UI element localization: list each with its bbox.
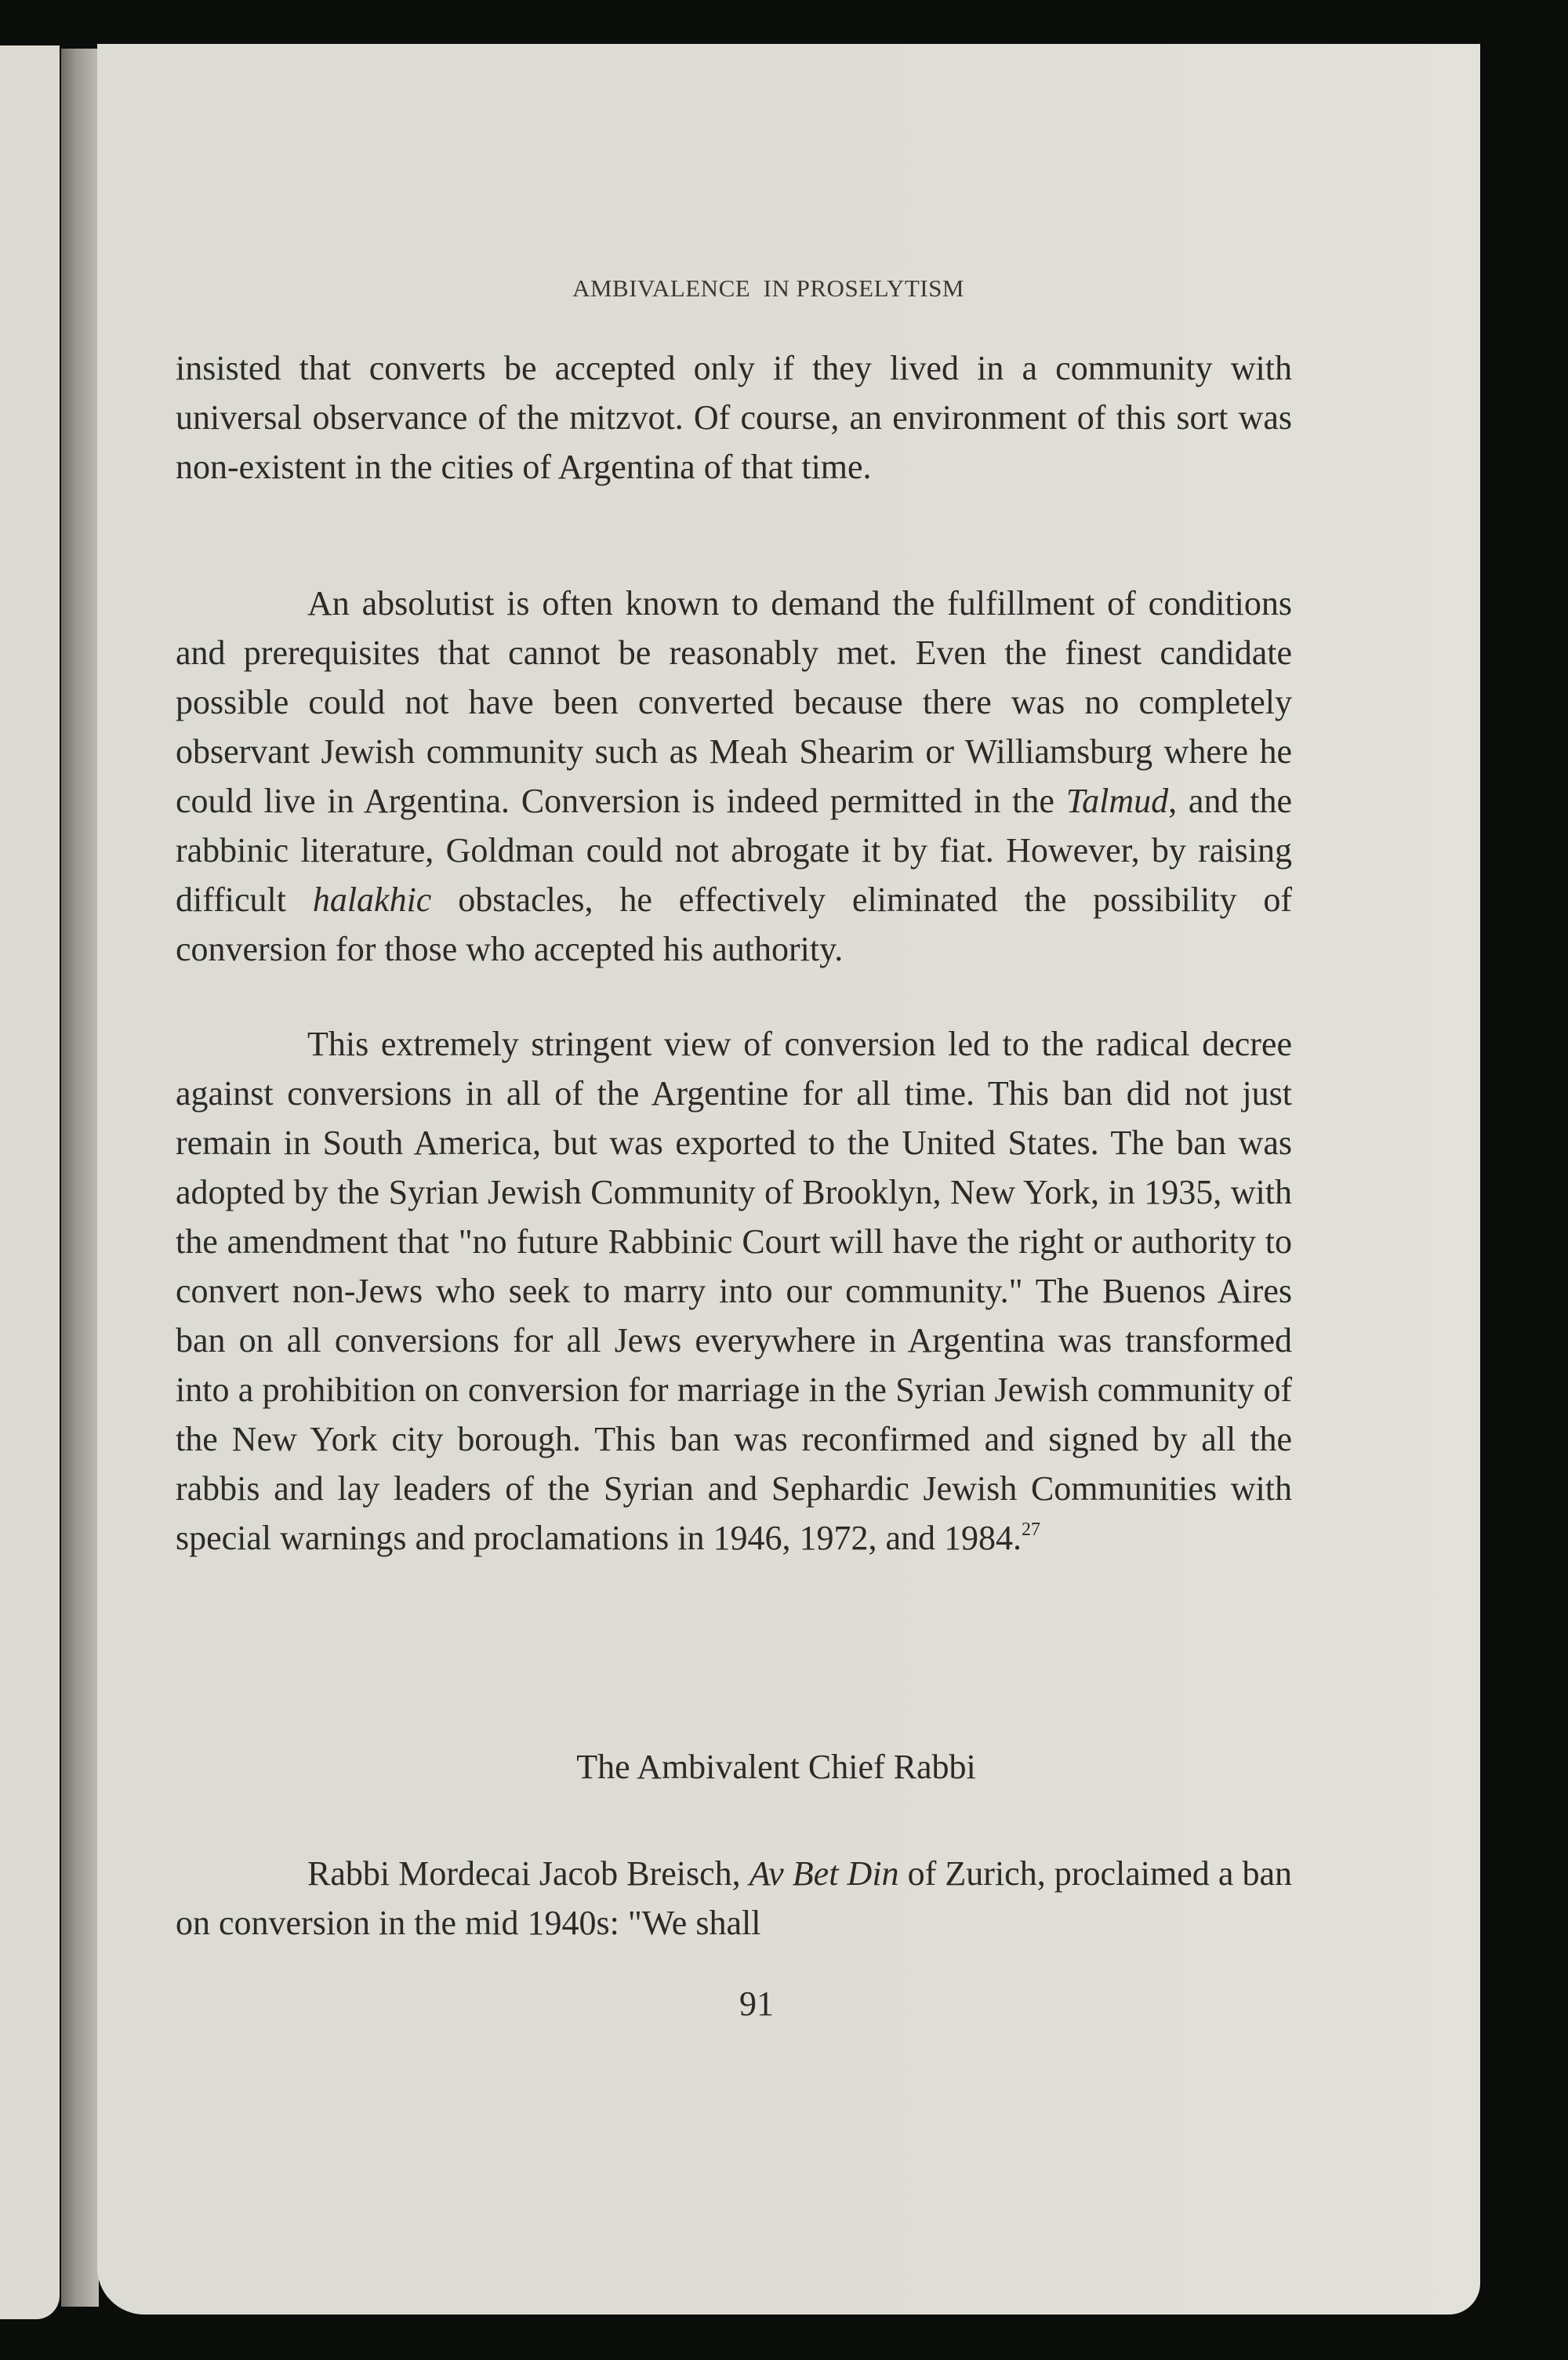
paragraph-2-text: , and the rabbinic literature, Goldman could not abrogate it by fiat. However, by raising difficult [176, 782, 1292, 919]
running-head [0, 274, 1568, 303]
paragraph-4 [176, 1849, 1292, 1948]
paragraph-3 [176, 1019, 1292, 1563]
footnote-marker[interactable]: 27 [1022, 1519, 1041, 1540]
paragraph-3-text: This extremely stringent view of conversion led to the radical decree against conversions in all of the Argentine for all time. This ban did not just remain in South America, but was exported to the United States. The ban was adopted by the Syrian Jewish Community of Brooklyn, New York, in 1935, with the amendment that "no future Rabbinic Court will have the right or authority to convert non-Jews who seek to marry into our community." The Buenos Aires ban on all conversions for all Jews everywhere in Argentina was transformed into a prohibition on conversion for marriage in the Syrian Jewish community of the New York city borough. This ban was reconfirmed and signed by all the rabbis and lay leaders of the Syrian and Sephardic Jewish Communities with special warnings and proclamations in 1946, 1972, and 1984. [176, 1025, 1292, 1557]
section-heading [0, 1747, 1568, 1787]
italic-term-av-bet-din: Av Bet Din [749, 1854, 899, 1893]
page-number-text: 91 [739, 1984, 774, 2023]
facing-page-edge [0, 45, 60, 2319]
paragraph-4-text: Rabbi Mordecai Jacob Breisch, [307, 1854, 750, 1893]
italic-term-talmud: Talmud [1065, 782, 1169, 820]
paragraph-1: insisted that converts be accepted only if they lived in a community with universal observance of the mitzvot. Of course, an environment of this sort was non-existent in the cities of Argentina of that time. [176, 349, 1292, 486]
running-head-text: AMBIVALENCE IN PROSELYTISM [572, 274, 964, 302]
paragraph-4-text: of Zurich, proclaimed a ban on conversion in the mid 1940s: "We shall [176, 1854, 1292, 1942]
paragraph-2 [176, 579, 1292, 974]
section-heading-text: The Ambivalent Chief Rabbi [576, 1748, 976, 1786]
paragraph-2-text: obstacles, he effectively eliminated the possibility of conversion for those who accepted his authority. [176, 880, 1292, 968]
book-gutter [61, 49, 99, 2307]
italic-term-halakhic: halakhic [312, 880, 432, 919]
paragraph-2-text: An absolutist is often known to demand the fulfillment of conditions and prerequisites that cannot be reasonably met. Even the finest candidate possible could not have been converted because there was no completely observant Jewish community such as Meah Shearim or Williamsburg where he could live in Argentina. Conversion is indeed permitted in the [176, 584, 1292, 820]
page-number [0, 1984, 1568, 2024]
